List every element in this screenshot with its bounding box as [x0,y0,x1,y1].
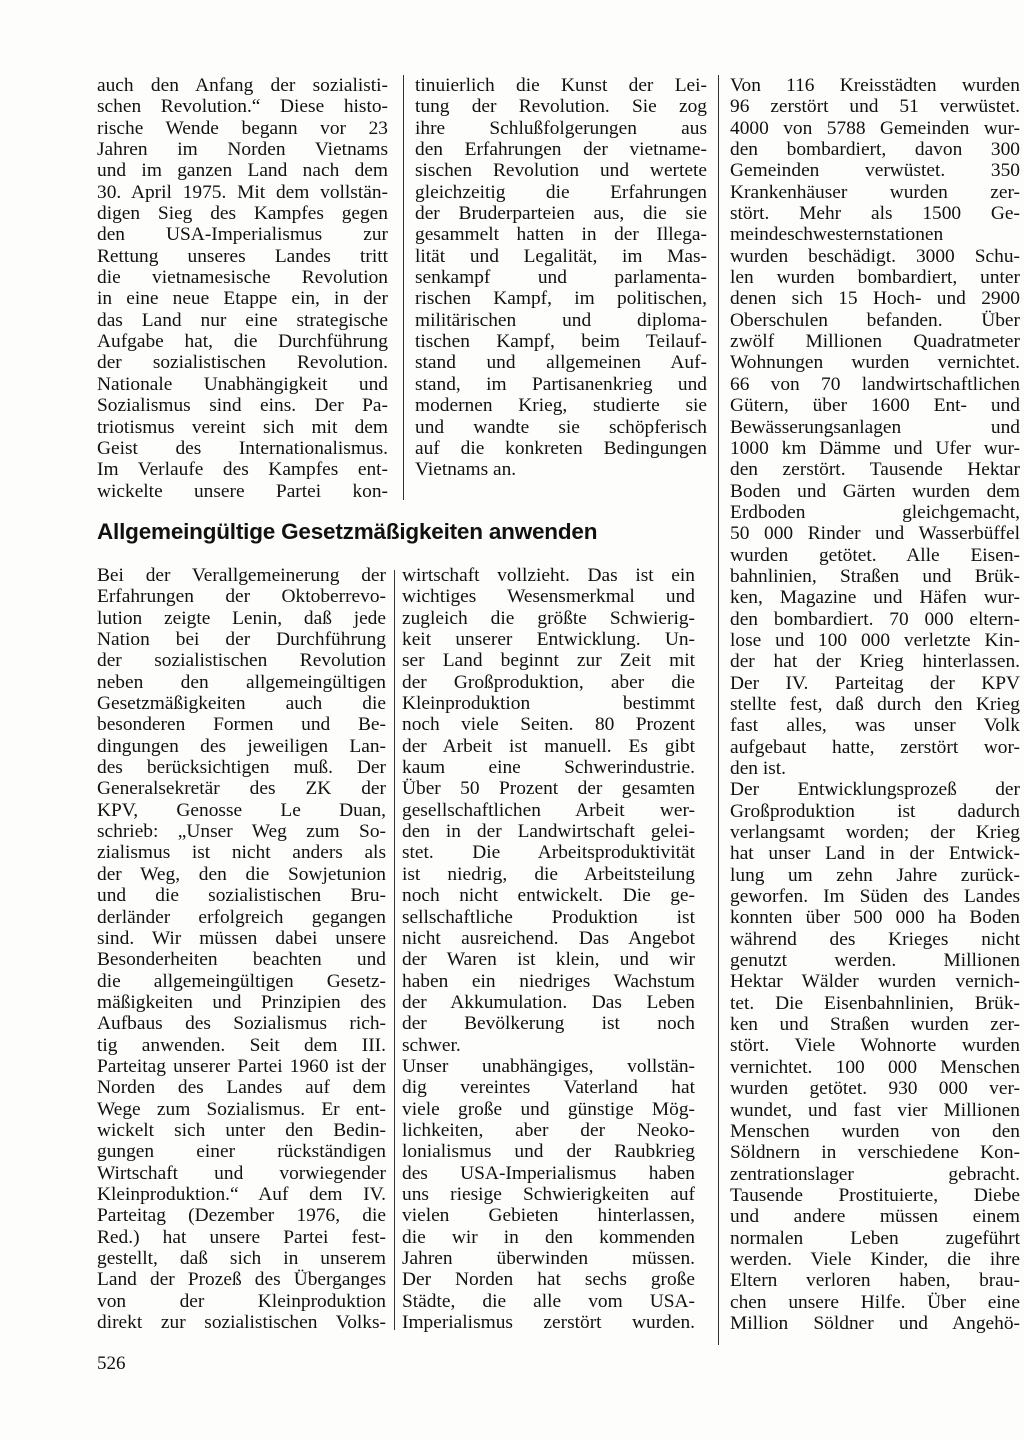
text-line: das Land nur eine strategische [97,309,388,331]
text-line: den zerstört. Tausende Hektar [730,459,1020,481]
text-line: dig vereintes Vaterland hat [402,1077,695,1099]
text-line: Wohnungen wurden vernichtet. [730,352,1020,374]
text-line: Gesetzmäßigkeiten auch die [97,693,386,715]
text-line: Hektar Wälder wurden vernich- [730,971,1020,993]
text-line: besonderen Formen und Be- [97,714,386,736]
text-line: sind. Wir müssen dabei unsere [97,927,386,949]
text-line: Generalsekretär des ZK der [97,778,386,800]
text-line: während des Krieges nicht [730,928,1020,950]
text-line: stört. Viele Wohnorte wurden [730,1035,1020,1057]
text-line: wurden beschädigt. 3000 Schu- [730,245,1020,267]
text-line: vernichtet. 100 000 Menschen [730,1056,1020,1078]
text-line: werden. Viele Kinder, die ihre [730,1248,1020,1270]
text-line: und die sozialistischen Bru- [97,885,386,907]
text-line: stand und allgemeinen Auf- [415,352,707,374]
text-line: genutzt werden. Millionen [730,950,1020,972]
text-line: die vietnamesische Revolution [97,267,388,289]
text-line: 30. April 1975. Mit dem vollstän- [97,181,388,203]
text-line: chen unsere Hilfe. Über eine [730,1291,1020,1313]
text-line: sellschaftliche Produktion ist [402,906,695,928]
text-line: verlangsamt worden; der Krieg [730,822,1020,844]
text-line: Boden und Gärten wurden dem [730,480,1020,502]
text-line: den bombardiert. 70 000 eltern- [730,608,1020,630]
text-line: direkt zur sozialistischen Volks- [97,1312,386,1334]
text-line: wickelte unsere Partei kon- [97,480,388,502]
text-line: ser Land beginnt zur Zeit mit [402,650,695,672]
text-line: lität und Legalität, im Mas- [415,245,707,267]
text-line: Besonderheiten beachten und [97,949,386,971]
text-line: lution zeigte Lenin, daß jede [97,607,386,629]
text-line: wurden getötet. 930 000 ver- [730,1078,1020,1100]
text-line: kaum eine Schwerindustrie. [402,757,695,779]
text-line: stört. Mehr als 1500 Ge- [730,203,1020,225]
text-line: fast alles, was unser Volk [730,715,1020,737]
text-line: Geist des Internationalismus. [97,437,388,459]
text-line: mäßigkeiten und Prinzipien des [97,991,386,1013]
text-line: 66 von 70 landwirtschaftlichen [730,373,1020,395]
text-line: gleichzeitig die Erfahrungen [415,181,707,203]
text-line: Parteitag unserer Partei 1960 ist der [97,1055,386,1077]
text-line: Unser unabhängiges, vollstän- [402,1055,695,1077]
column-divider [403,75,404,500]
text-line: Wirtschaft und vorwiegender [97,1162,386,1184]
text-line: tischen Kampf, beim Teilauf- [415,331,707,353]
text-line: den in der Landwirtschaft gelei- [402,821,695,843]
text-line: vielen Gebieten hinterlassen, [402,1205,695,1227]
text-line: und andere müssen einem [730,1206,1020,1228]
text-line: der sozialistischen Revolution. [97,352,388,374]
text-line: ken, Magazine und Häfen wur- [730,587,1020,609]
text-line: und im ganzen Land nach dem [97,160,388,182]
text-line: nicht ausreichend. Das Angebot [402,927,695,949]
text-line: ist niedrig, die Arbeitsteilung [402,863,695,885]
text-line: in eine neue Etappe ein, in der [97,288,388,310]
text-line: Wege zum Sozialismus. Er ent- [97,1098,386,1120]
text-line: wundet, und fast vier Millionen [730,1099,1020,1121]
text-line: Großproduktion ist dadurch [730,800,1020,822]
text-line: Erdboden gleichgemacht, [730,501,1020,523]
text-line: tet. Die Eisenbahnlinien, Brük- [730,992,1020,1014]
text-line: noch viele Seiten. 80 Prozent [402,714,695,736]
text-line: Aufgabe hat, die Durchführung [97,331,388,353]
text-line: Söldnern in verschiedene Kon- [730,1142,1020,1164]
text-line: zwölf Millionen Quadratmeter [730,331,1020,353]
text-line: geworfen. Im Süden des Landes [730,886,1020,908]
text-line: der Akkumulation. Das Leben [402,991,695,1013]
text-line: rischen Kampf, im politischen, [415,288,707,310]
text-line: uns riesige Schwierigkeiten auf [402,1183,695,1205]
text-line: Nationale Unabhängigkeit und [97,373,388,395]
text-line: Gütern, über 1600 Ent- und [730,395,1020,417]
text-line: des berücksichtigen muß. Der [97,757,386,779]
text-line: Norden des Landes auf dem [97,1077,386,1099]
text-line: Erfahrungen der Oktoberrevo- [97,586,386,608]
column-divider [718,75,719,1345]
column-divider [394,570,395,1330]
text-line: digen Sieg des Kampfes gegen [97,203,388,225]
text-line: Bei der Verallgemeinerung der [97,565,386,586]
text-line: haben ein niedriges Wachstum [402,970,695,992]
text-line: Städte, die alle vom USA- [402,1290,695,1312]
text-line: noch nicht entwickelt. Die ge- [402,885,695,907]
text-line: viele große und günstige Mög- [402,1098,695,1120]
text-line: der Arbeit ist manuell. Es gibt [402,735,695,757]
text-line: tig anwenden. Seit dem III. [97,1034,386,1056]
text-line: lonialismus und der Raubkrieg [402,1141,695,1163]
text-line: stellte fest, daß durch den Krieg [730,693,1020,715]
text-line: sischen Revolution und wertete [415,160,707,182]
text-column-right [730,75,1020,1334]
text-line: den ist. [730,758,787,779]
text-line: ken und Straßen wurden zer- [730,1014,1020,1036]
text-line: zialismus ist nicht anders als [97,842,386,864]
text-column-bottom-middle [402,565,695,1333]
text-line: Oberschulen befanden. Über [730,309,1020,331]
text-line: konnten über 500 000 ha Boden [730,907,1020,929]
text-line: gungen einer rückständigen [97,1141,386,1163]
text-line: gestellt, daß sich in unserem [97,1248,386,1269]
text-line: wickelt sich unter den Bedin- [97,1119,386,1141]
text-line: schen Revolution.“ Diese histo- [97,96,388,118]
text-line: Gemeinden verwüstet. 350 [730,160,1020,182]
text-line: Menschen wurden von den [730,1120,1020,1142]
text-line: die allgemeingültigen Gesetz- [97,970,386,992]
text-line: Jahren im Norden Vietnams [97,139,388,161]
text-line: der Weg, den die Sowjetunion [97,863,386,885]
text-line: denen sich 15 Hoch- und 2900 [730,288,1020,310]
text-line: Parteitag (Dezember 1976, die [97,1205,386,1227]
text-line: wurden getötet. Alle Eisen- [730,544,1020,566]
text-line: Aufbaus des Sozialismus rich- [97,1013,386,1035]
text-line: stet. Die Arbeitsproduktivität [402,842,695,864]
text-line: Rettung unseres Landes tritt [97,245,388,267]
text-line: Jahren überwinden müssen. [402,1248,695,1269]
text-line: der Bevölkerung ist noch [402,1013,695,1035]
text-line: Red.) hat unsere Partei fest- [97,1226,386,1248]
text-line: zentrationslager gebracht. [730,1163,1020,1185]
text-line: lung um zehn Jahre zurück- [730,864,1020,886]
text-line: wichtiges Wesensmerkmal und [402,586,695,608]
text-line: zugleich die größte Schwierig- [402,607,695,629]
text-line: Über 50 Prozent der gesamten [402,778,695,800]
text-line: Eltern verloren haben, brau- [730,1270,1020,1292]
text-line: den USA-Imperialismus zur [97,224,388,246]
text-line: keit unserer Entwicklung. Un- [402,629,695,651]
text-line: Der Norden hat sechs große [402,1269,695,1291]
text-line: Der Entwicklungsprozeß der [730,779,1020,801]
text-line: neben den allgemeingültigen [97,671,386,693]
text-line: Million Söldner und Angehö- [730,1312,1020,1334]
text-line: normalen Leben zugeführt [730,1227,1020,1249]
text-line: triotismus vereint sich mit dem [97,416,388,438]
text-line: den bombardiert, davon 300 [730,139,1020,161]
text-line: dingungen des jeweiligen Lan- [97,735,386,757]
text-line: Nation bei der Durchführung [97,629,386,651]
text-line: tinuierlich die Kunst der Lei- [415,75,707,96]
text-line: meindeschwesternstationen [730,224,944,246]
text-line: der sozialistischen Revolution [97,650,386,672]
text-line: 50 000 Rinder und Wasserbüffel [730,523,1020,545]
section-heading: Allgemeingültige Gesetzmäßigkeiten anwenden [97,519,598,544]
text-line: Kleinproduktion.“ Auf dem IV. [97,1183,386,1205]
text-line: Sozialismus sind eins. Der Pa- [97,395,388,417]
text-line: senkampf und parlamenta- [415,267,707,289]
text-line: auf die konkreten Bedingungen [415,437,707,459]
text-line: len wurden bombardiert, unter [730,267,1020,289]
text-line: rische Wende begann vor 23 [97,117,388,139]
text-line: der hat der Krieg hinterlassen. [730,651,1020,673]
text-line: Vietnams an. [415,459,517,481]
text-line: der Waren ist klein, und wir [402,949,695,971]
text-line: auch den Anfang der sozialisti- [97,75,388,96]
text-line: die wir in den kommenden [402,1226,695,1248]
text-line: von der Kleinproduktion [97,1290,386,1312]
text-line: Bewässerungsanlagen und [730,416,1020,438]
text-line: militärischen und diploma- [415,309,707,331]
text-line: Tausende Prostituierte, Diebe [730,1184,1020,1206]
text-line: den Erfahrungen der vietname- [415,139,707,161]
text-line: lose und 100 000 verletzte Kin- [730,629,1020,651]
text-line: Von 116 Kreisstädten wurden [730,75,1020,96]
text-line: 96 zerstört und 51 verwüstet. [730,96,1020,118]
text-line: ihre Schlußfolgerungen aus [415,117,707,139]
text-line: tung der Revolution. Sie zog [415,96,707,118]
text-line: 4000 von 5788 Gemeinden wur- [730,117,1020,139]
page-number: 526 [97,1353,126,1374]
text-column-bottom-left [97,565,386,1333]
text-line: gesammelt hatten in der Illega- [415,224,707,246]
text-line: 1000 km Dämme und Ufer wur- [730,437,1020,459]
text-line: Krankenhäuser wurden zer- [730,181,1020,203]
text-line: hat unser Land in der Entwick- [730,843,1020,865]
text-column-top-middle [415,75,707,481]
text-column-top-left [97,75,388,502]
text-line: Im Verlaufe des Kampfes ent- [97,459,388,481]
text-line: Der IV. Parteitag der KPV [730,672,1020,694]
text-line: wirtschaft vollzieht. Das ist ein [402,565,695,586]
text-line: der Bruderparteien aus, die sie [415,203,707,225]
text-line: und wandte sie schöpferisch [415,416,707,438]
text-line: des USA-Imperialismus haben [402,1162,695,1184]
text-line: schwer. [402,1034,461,1056]
text-line: KPV, Genosse Le Duan, [97,799,386,821]
text-line: Land der Prozeß des Überganges [97,1269,386,1291]
text-line: gesellschaftlichen Arbeit wer- [402,799,695,821]
text-line: lichkeiten, aber der Neoko- [402,1119,695,1141]
text-line: Imperialismus zerstört wurden. [402,1312,695,1334]
text-line: stand, im Partisanenkrieg und [415,373,707,395]
text-line: bahnlinien, Straßen und Brük- [730,565,1020,587]
text-line: aufgebaut hatte, zerstört wor- [730,736,1020,758]
text-line: Kleinproduktion bestimmt [402,693,695,715]
text-line: derländer erfolgreich gegangen [97,906,386,928]
text-line: modernen Krieg, studierte sie [415,395,707,417]
text-line: der Großproduktion, aber die [402,671,695,693]
text-line: schrieb: „Unser Weg zum So- [97,821,386,843]
